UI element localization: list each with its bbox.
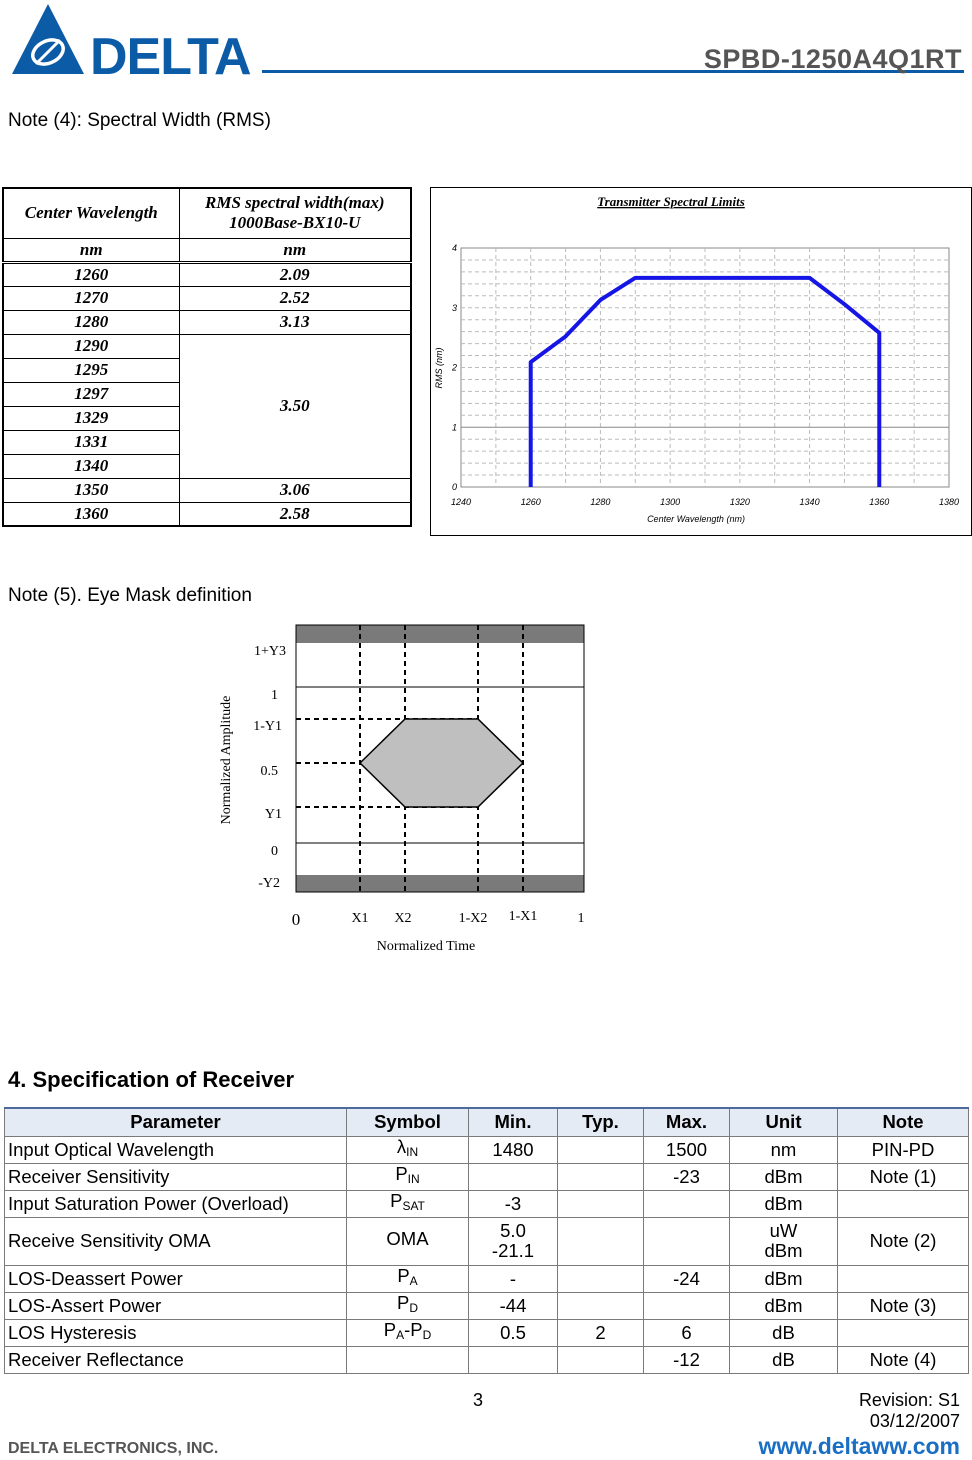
y-tick-label: 4 — [451, 243, 457, 253]
note-cell: PIN-PD — [838, 1136, 969, 1163]
note-cell: Note (1) — [838, 1163, 969, 1190]
table-row — [3, 334, 411, 358]
y-tick-label: 0 — [451, 482, 457, 492]
header-max: Max. — [644, 1108, 730, 1136]
unit-cell: dBm — [730, 1190, 838, 1217]
unit-cell: dBm — [730, 1265, 838, 1292]
eye-x-axis-label: Normalized Time — [376, 939, 476, 954]
max-cell: -24 — [644, 1265, 730, 1292]
typ-cell — [558, 1265, 644, 1292]
wavelength-cell: 1340 — [3, 454, 179, 478]
x-label-1-minus-x2: 1-X2 — [458, 911, 488, 926]
page-number: 3 — [473, 1390, 484, 1410]
bottom-mask-band — [296, 875, 584, 892]
y-label-1: 1 — [271, 688, 278, 703]
x-tick-label: 1280 — [590, 497, 611, 507]
x-tick-label: 1240 — [450, 497, 472, 507]
parameter-cell: Receive Sensitivity OMA — [5, 1217, 347, 1265]
unit-cell: dBm — [730, 1163, 838, 1190]
max-cell — [644, 1217, 730, 1265]
table-row — [5, 1319, 969, 1346]
logo-text: DELTA — [90, 28, 251, 78]
x-tick-label: 1360 — [869, 497, 890, 507]
wavelength-cell: 1280 — [3, 310, 179, 334]
typ-cell: 2 — [558, 1319, 644, 1346]
header-parameter: Parameter — [5, 1108, 347, 1136]
table-row — [5, 1292, 969, 1319]
y-label-1-minus-y1: 1-Y1 — [253, 719, 282, 734]
table-row — [5, 1217, 969, 1265]
parameter-cell: Input Saturation Power (Overload) — [5, 1190, 347, 1217]
parameter-cell: Receiver Sensitivity — [5, 1163, 347, 1190]
rms-cell: 2.52 — [179, 286, 411, 310]
min-cell: 5.0 -21.1 — [469, 1217, 558, 1265]
y-label-1-plus-y3: 1+Y3 — [253, 644, 286, 659]
min-cell — [469, 1163, 558, 1190]
max-cell: -12 — [644, 1346, 730, 1373]
typ-cell — [558, 1292, 644, 1319]
max-cell — [644, 1190, 730, 1217]
x-tick-label: 1380 — [938, 497, 960, 507]
symbol-cell: $P_{SAT}$ — [347, 1190, 469, 1217]
company-name: DELTA ELECTRONICS, INC. — [8, 1440, 219, 1457]
table-row — [3, 310, 411, 334]
chart-title: Transmitter Spectral Limits — [597, 194, 745, 209]
revision-text: Revision: S1 — [858, 1390, 960, 1410]
typ-cell — [558, 1190, 644, 1217]
max-cell: 6 — [644, 1319, 730, 1346]
header-symbol: Symbol — [347, 1108, 469, 1136]
unit-cell: dB — [730, 1346, 838, 1373]
x-tick-label: 1300 — [660, 497, 681, 507]
revision-block — [859, 1390, 960, 1432]
note-cell — [838, 1265, 969, 1292]
min-cell: -44 — [469, 1292, 558, 1319]
document-id: SPBD-1250A4Q1RT — [703, 44, 962, 74]
unit-cell: nm — [179, 238, 411, 262]
note4-title: Note (4): Spectral Width (RMS) — [8, 110, 271, 131]
y-tick-label: 3 — [451, 302, 457, 313]
header-rms-width: RMS spectral width(max) 1000Base-BX10-U — [179, 188, 411, 238]
header-typ: Typ. — [558, 1108, 644, 1136]
header-note: Note — [838, 1108, 969, 1136]
max-cell: 1500 — [644, 1136, 730, 1163]
wavelength-cell: 1331 — [3, 430, 179, 454]
unit-cell: nm — [3, 238, 179, 262]
table-row — [5, 1190, 969, 1217]
revision-date: 03/12/2007 — [869, 1411, 960, 1431]
min-cell: 1480 — [469, 1136, 558, 1163]
symbol-cell: $P_A$ — [347, 1265, 469, 1292]
table-row — [5, 1163, 969, 1190]
rms-cell: 2.09 — [179, 262, 411, 286]
chart-grid — [461, 248, 949, 487]
symbol-cell: $P_D$ — [347, 1292, 469, 1319]
typ-cell — [558, 1163, 644, 1190]
x-tick-label: 1320 — [729, 497, 750, 507]
table-row — [5, 1136, 969, 1163]
typ-cell — [558, 1136, 644, 1163]
eye-mask-hexagon — [360, 719, 523, 807]
rms-cell-merged: 3.50 — [179, 334, 411, 478]
symbol-cell: $P_A-P_D$ — [347, 1319, 469, 1346]
receiver-spec-table — [4, 1107, 969, 1374]
x-label-1-minus-x1: 1-X1 — [508, 909, 538, 924]
y-tick-label: 2 — [451, 362, 457, 373]
wavelength-cell: 1270 — [3, 286, 179, 310]
rms-cell: 3.06 — [179, 478, 411, 502]
unit-cell: nm — [730, 1136, 838, 1163]
unit-cell: dB — [730, 1319, 838, 1346]
table-row — [3, 502, 411, 526]
spectral-width-table — [2, 187, 412, 527]
x-label-x2: X2 — [394, 911, 412, 926]
parameter-cell: Receiver Reflectance — [5, 1346, 347, 1373]
delta-logo — [8, 2, 258, 78]
table-row — [5, 1265, 969, 1292]
y-tick-label: 1 — [451, 422, 457, 433]
symbol-cell — [347, 1346, 469, 1373]
x-label-0: 0 — [291, 910, 301, 929]
symbol-cell: $P_{IN}$ — [347, 1163, 469, 1190]
wavelength-cell: 1297 — [3, 382, 179, 406]
note-cell: Note (3) — [838, 1292, 969, 1319]
x-tick-label: 1340 — [799, 497, 820, 507]
website-link[interactable]: www.deltaww.com — [758, 1433, 960, 1459]
eye-y-axis-label: Normalized Amplitude — [219, 695, 234, 825]
wavelength-cell: 1260 — [3, 262, 179, 286]
typ-cell — [558, 1217, 644, 1265]
table-row — [3, 478, 411, 502]
parameter-cell: LOS-Deassert Power — [5, 1265, 347, 1292]
unit-cell: uW dBm — [730, 1217, 838, 1265]
wavelength-cell: 1360 — [3, 502, 179, 526]
header-unit: Unit — [730, 1108, 838, 1136]
table-header-row — [3, 188, 411, 238]
table-header-row — [5, 1108, 969, 1136]
unit-cell: dBm — [730, 1292, 838, 1319]
note-cell — [838, 1319, 969, 1346]
min-cell: 0.5 — [469, 1319, 558, 1346]
y-label-0-5: 0.5 — [260, 764, 278, 779]
top-mask-band — [296, 625, 584, 643]
table-row — [3, 286, 411, 310]
header-min: Min. — [469, 1108, 558, 1136]
chart-y-label: RMS (nm) — [434, 347, 444, 389]
y-label-y1: Y1 — [264, 807, 282, 822]
section-4-heading: 4. Specification of Receiver — [8, 1067, 295, 1092]
symbol-cell: $\lambda_{IN}$ — [347, 1136, 469, 1163]
chart-x-label: Center Wavelength (nm) — [647, 514, 745, 524]
min-cell — [469, 1346, 558, 1373]
y-label-minus-y2: -Y2 — [258, 876, 280, 891]
wavelength-cell: 1290 — [3, 334, 179, 358]
spectral-limits-chart — [431, 188, 971, 535]
x-tick-label: 1260 — [520, 497, 541, 507]
max-cell — [644, 1292, 730, 1319]
typ-cell — [558, 1346, 644, 1373]
x-label-1: 1 — [577, 911, 585, 926]
min-cell: - — [469, 1265, 558, 1292]
table-row — [3, 262, 411, 286]
y-label-0: 0 — [271, 844, 278, 859]
table-row — [5, 1346, 969, 1373]
note-cell: Note (4) — [838, 1346, 969, 1373]
wavelength-cell: 1329 — [3, 406, 179, 430]
max-cell: -23 — [644, 1163, 730, 1190]
header-center-wavelength: Center Wavelength — [3, 188, 179, 238]
note-cell — [838, 1190, 969, 1217]
parameter-cell: Input Optical Wavelength — [5, 1136, 347, 1163]
rms-cell: 3.13 — [179, 310, 411, 334]
table-units-row — [3, 238, 411, 262]
rms-cell: 2.58 — [179, 502, 411, 526]
min-cell: -3 — [469, 1190, 558, 1217]
x-label-x1: X1 — [351, 911, 369, 926]
note5-title: Note (5). Eye Mask definition — [8, 585, 252, 606]
wavelength-cell: 1350 — [3, 478, 179, 502]
parameter-cell: LOS-Assert Power — [5, 1292, 347, 1319]
spectral-chart-frame — [430, 187, 972, 536]
wavelength-cell: 1295 — [3, 358, 179, 382]
symbol-cell: OMA — [347, 1217, 469, 1265]
parameter-cell: LOS Hysteresis — [5, 1319, 347, 1346]
eye-mask-diagram — [200, 615, 600, 960]
note-cell: Note (2) — [838, 1217, 969, 1265]
